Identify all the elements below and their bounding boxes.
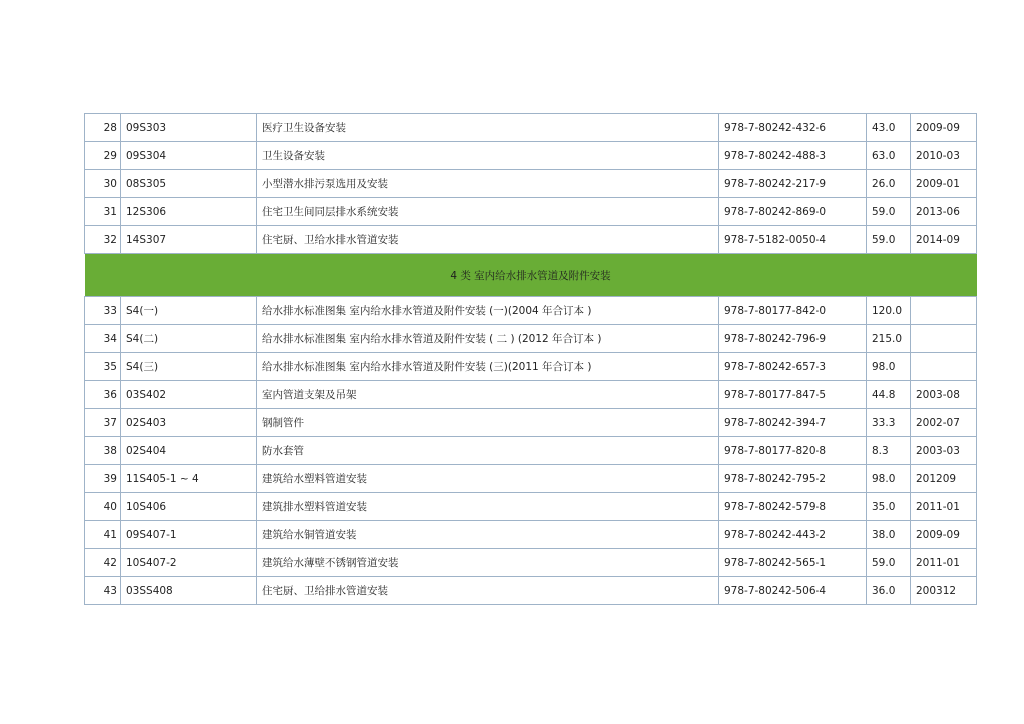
publish-date-cell: 2003-03 — [911, 437, 977, 465]
atlas-code: 09S407-1 — [121, 521, 257, 549]
publish-date-cell: 2002-07 — [911, 409, 977, 437]
isbn-cell: 978-7-80242-579-8 — [719, 493, 867, 521]
publish-date-cell: 2014-09 — [911, 226, 977, 254]
row-number: 29 — [85, 142, 121, 170]
table-row — [85, 114, 977, 142]
publish-date-cell — [911, 297, 977, 325]
isbn-cell: 978-7-80242-432-6 — [719, 114, 867, 142]
atlas-title: 住宅厨、卫给排水管道安装 — [257, 577, 719, 605]
price-cell: 98.0 — [867, 465, 911, 493]
table-row — [85, 198, 977, 226]
table-row — [85, 577, 977, 605]
atlas-title: 建筑给水塑料管道安装 — [257, 465, 719, 493]
row-number: 35 — [85, 353, 121, 381]
atlas-code: 09S304 — [121, 142, 257, 170]
table-row — [85, 226, 977, 254]
atlas-code: 09S303 — [121, 114, 257, 142]
atlas-code: S4(三) — [121, 353, 257, 381]
isbn-cell: 978-7-80177-820-8 — [719, 437, 867, 465]
atlas-title: 建筑给水薄壁不锈钢管道安装 — [257, 549, 719, 577]
table-row — [85, 353, 977, 381]
section-header-group — [85, 254, 977, 297]
price-cell: 43.0 — [867, 114, 911, 142]
price-cell: 33.3 — [867, 409, 911, 437]
publish-date-cell: 2009-09 — [911, 521, 977, 549]
isbn-cell: 978-7-80242-795-2 — [719, 465, 867, 493]
atlas-title: 建筑排水塑料管道安装 — [257, 493, 719, 521]
atlas-title: 住宅厨、卫给水排水管道安装 — [257, 226, 719, 254]
row-number: 31 — [85, 198, 121, 226]
isbn-cell: 978-7-80242-394-7 — [719, 409, 867, 437]
publish-date-cell: 2011-01 — [911, 493, 977, 521]
isbn-cell: 978-7-5182-0050-4 — [719, 226, 867, 254]
atlas-code: 03S402 — [121, 381, 257, 409]
atlas-code: 03SS408 — [121, 577, 257, 605]
atlas-title: 建筑给水铜管道安装 — [257, 521, 719, 549]
price-cell: 26.0 — [867, 170, 911, 198]
row-number: 28 — [85, 114, 121, 142]
publish-date-cell: 2010-03 — [911, 142, 977, 170]
row-number: 40 — [85, 493, 121, 521]
price-cell: 59.0 — [867, 549, 911, 577]
atlas-code: 02S403 — [121, 409, 257, 437]
isbn-cell: 978-7-80242-796-9 — [719, 325, 867, 353]
publish-date-cell: 2011-01 — [911, 549, 977, 577]
table-row — [85, 465, 977, 493]
isbn-cell: 978-7-80177-842-0 — [719, 297, 867, 325]
atlas-title: 防水套管 — [257, 437, 719, 465]
atlas-title: 钢制管件 — [257, 409, 719, 437]
table-row — [85, 493, 977, 521]
isbn-cell: 978-7-80242-217-9 — [719, 170, 867, 198]
table-body-top — [85, 114, 977, 254]
price-cell: 98.0 — [867, 353, 911, 381]
publish-date-cell: 201209 — [911, 465, 977, 493]
atlas-title: 小型潜水排污泵选用及安装 — [257, 170, 719, 198]
table-row — [85, 409, 977, 437]
row-number: 30 — [85, 170, 121, 198]
table-row — [85, 437, 977, 465]
atlas-code: 14S307 — [121, 226, 257, 254]
row-number: 32 — [85, 226, 121, 254]
row-number: 42 — [85, 549, 121, 577]
row-number: 37 — [85, 409, 121, 437]
publish-date-cell: 2009-01 — [911, 170, 977, 198]
table-row — [85, 170, 977, 198]
atlas-code: 08S305 — [121, 170, 257, 198]
table-row — [85, 142, 977, 170]
catalog-table — [84, 113, 977, 605]
price-cell: 63.0 — [867, 142, 911, 170]
publish-date-cell — [911, 353, 977, 381]
row-number: 39 — [85, 465, 121, 493]
isbn-cell: 978-7-80242-869-0 — [719, 198, 867, 226]
price-cell: 35.0 — [867, 493, 911, 521]
isbn-cell: 978-7-80242-506-4 — [719, 577, 867, 605]
row-number: 34 — [85, 325, 121, 353]
row-number: 41 — [85, 521, 121, 549]
table-row — [85, 521, 977, 549]
isbn-cell: 978-7-80242-565-1 — [719, 549, 867, 577]
atlas-code: 12S306 — [121, 198, 257, 226]
publish-date-cell — [911, 325, 977, 353]
price-cell: 59.0 — [867, 226, 911, 254]
row-number: 43 — [85, 577, 121, 605]
table-row — [85, 381, 977, 409]
publish-date-cell: 2009-09 — [911, 114, 977, 142]
price-cell: 44.8 — [867, 381, 911, 409]
table-body-bottom — [85, 297, 977, 605]
atlas-code: S4(二) — [121, 325, 257, 353]
section-header-label: 4 类 室内给水排水管道及附件安装 — [85, 254, 977, 297]
table-row — [85, 325, 977, 353]
atlas-code: 02S404 — [121, 437, 257, 465]
isbn-cell: 978-7-80242-488-3 — [719, 142, 867, 170]
row-number: 38 — [85, 437, 121, 465]
price-cell: 120.0 — [867, 297, 911, 325]
row-number: 36 — [85, 381, 121, 409]
price-cell: 36.0 — [867, 577, 911, 605]
publish-date-cell: 200312 — [911, 577, 977, 605]
atlas-title: 医疗卫生设备安装 — [257, 114, 719, 142]
section-header-row — [85, 254, 977, 297]
isbn-cell: 978-7-80242-443-2 — [719, 521, 867, 549]
price-cell: 8.3 — [867, 437, 911, 465]
row-number: 33 — [85, 297, 121, 325]
atlas-code: 10S406 — [121, 493, 257, 521]
publish-date-cell: 2013-06 — [911, 198, 977, 226]
atlas-code: 10S407-2 — [121, 549, 257, 577]
isbn-cell: 978-7-80177-847-5 — [719, 381, 867, 409]
atlas-title: 住宅卫生间同层排水系统安装 — [257, 198, 719, 226]
atlas-title: 给水排水标准图集 室内给水排水管道及附件安装 (一)(2004 年合订本 ) — [257, 297, 719, 325]
price-cell: 215.0 — [867, 325, 911, 353]
table-row — [85, 549, 977, 577]
publish-date-cell: 2003-08 — [911, 381, 977, 409]
isbn-cell: 978-7-80242-657-3 — [719, 353, 867, 381]
atlas-title: 给水排水标准图集 室内给水排水管道及附件安装 ( 二 ) (2012 年合订本 ) — [257, 325, 719, 353]
atlas-title: 室内管道支架及吊架 — [257, 381, 719, 409]
atlas-title: 给水排水标准图集 室内给水排水管道及附件安装 (三)(2011 年合订本 ) — [257, 353, 719, 381]
atlas-code: S4(一) — [121, 297, 257, 325]
atlas-code: 11S405-1 ~ 4 — [121, 465, 257, 493]
price-cell: 59.0 — [867, 198, 911, 226]
atlas-title: 卫生设备安装 — [257, 142, 719, 170]
table-row — [85, 297, 977, 325]
price-cell: 38.0 — [867, 521, 911, 549]
